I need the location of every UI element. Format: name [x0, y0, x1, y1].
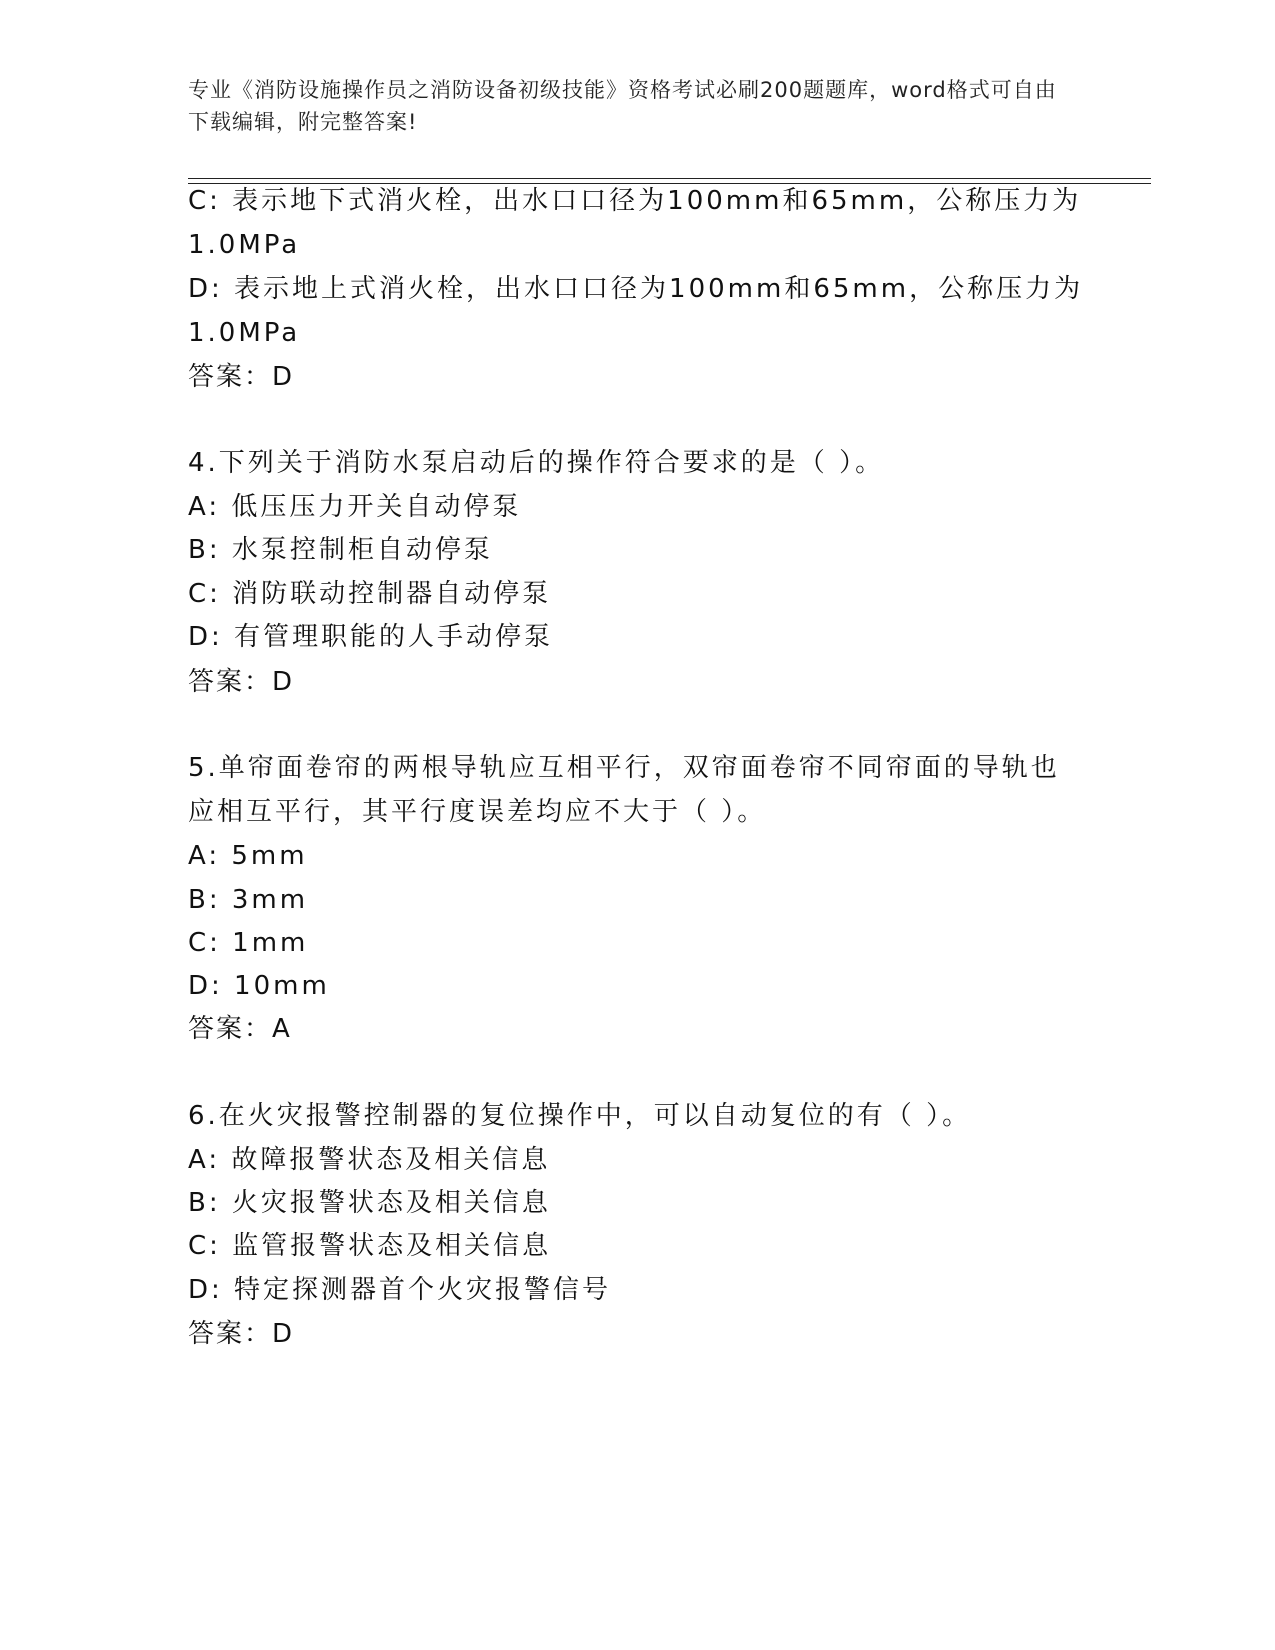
option-a: A: 低压压力开关自动停泵	[188, 492, 522, 522]
question-stem: 5.单帘面卷帘的两根导轨应互相平行，双帘面卷帘不同帘面的导轨也	[188, 753, 1060, 783]
question-stem-continued: 应相互平行，其平行度误差均应不大于（ ）。	[188, 797, 767, 827]
option-a: A: 5mm	[188, 841, 308, 871]
option-a: A: 故障报警状态及相关信息	[188, 1145, 551, 1175]
question-stem: 6.在火灾报警控制器的复位操作中，可以自动复位的有（ ）。	[188, 1101, 972, 1131]
answer: 答案：A	[188, 1014, 292, 1044]
option-d: D: 有管理职能的人手动停泵	[188, 622, 554, 652]
answer: 答案：D	[188, 667, 295, 697]
answer: 答案：D	[188, 362, 295, 392]
option-d-continued: 1.0MPa	[188, 318, 301, 348]
option-b: B: 火灾报警状态及相关信息	[188, 1188, 551, 1218]
option-c: C: 监管报警状态及相关信息	[188, 1231, 552, 1261]
option-d: D: 特定探测器首个火灾报警信号	[188, 1275, 612, 1305]
answer: 答案：D	[188, 1319, 295, 1349]
option-c-continued: 1.0MPa	[188, 230, 301, 260]
option-b: B: 水泵控制柜自动停泵	[188, 535, 493, 565]
header-divider-top	[188, 178, 1151, 179]
document-header: 专业《消防设施操作员之消防设备初级技能》资格考试必刷200题题库，word格式可自由下载编辑，附完整答案!	[188, 78, 1057, 134]
question-stem: 4.下列关于消防水泵启动后的操作符合要求的是（ ）。	[188, 448, 885, 478]
option-d: D: 10mm	[188, 971, 330, 1001]
option-c: C: 表示地下式消火栓，出水口口径为100mm和65mm，公称压力为	[188, 186, 1082, 216]
option-b: B: 3mm	[188, 885, 309, 915]
option-c: C: 消防联动控制器自动停泵	[188, 579, 552, 609]
option-c: C: 1mm	[188, 928, 309, 958]
option-d: D: 表示地上式消火栓，出水口口径为100mm和65mm，公称压力为	[188, 274, 1084, 304]
